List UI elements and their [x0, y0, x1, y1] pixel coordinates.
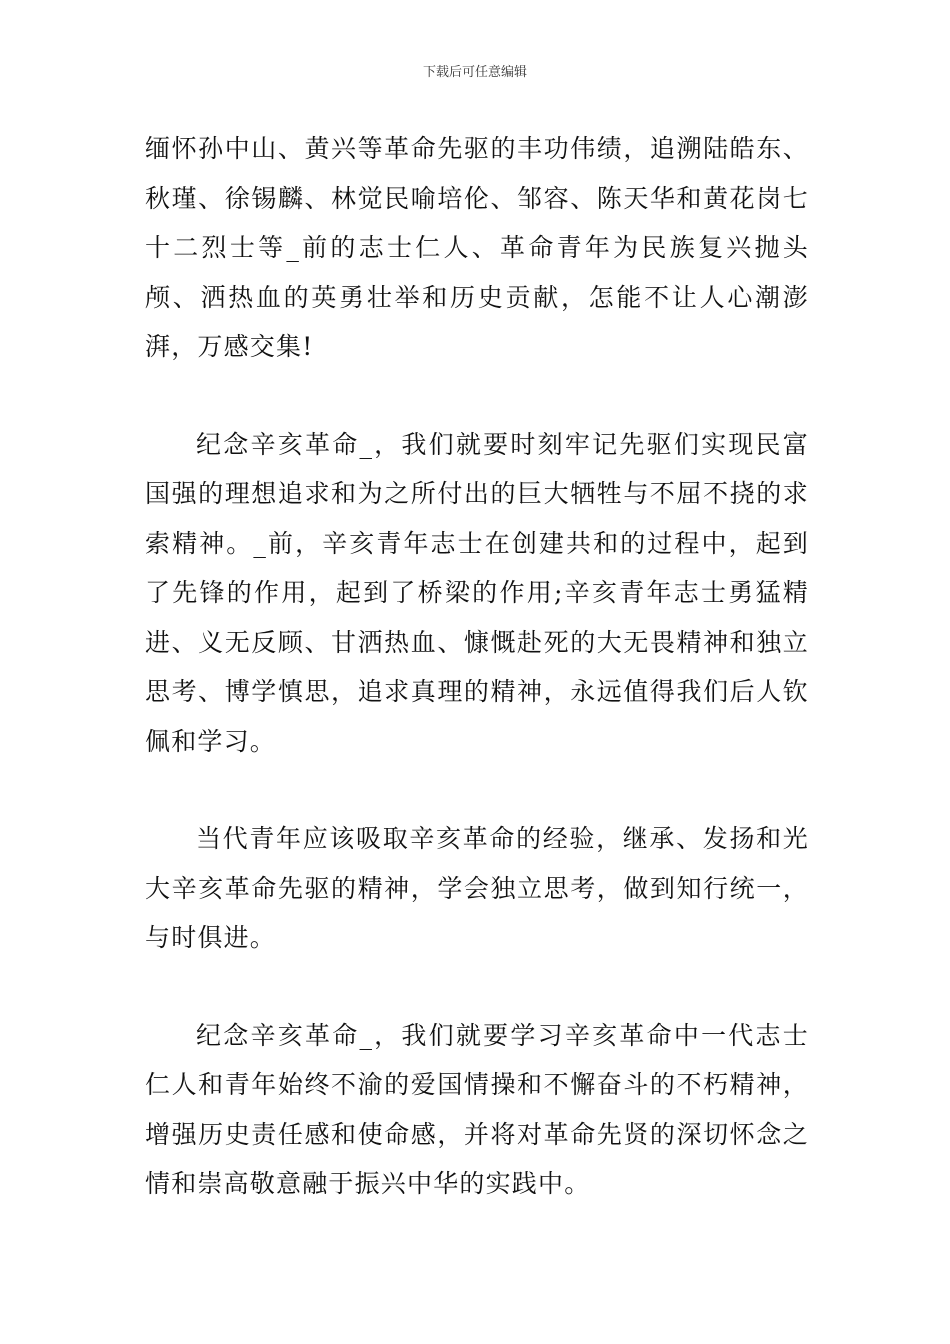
paragraph-2: 纪念辛亥革命_，我们就要时刻牢记先驱们实现民富国强的理想追求和为之所付出的巨大牺牲与不屈不挠的求索精神。_前，辛亥青年志士在创建共和的过程中，起到了先锋的作用，起到了桥梁的作用;辛亥青年志士勇猛精进、义无反顾、甘洒热血、慷慨赴死的大无畏精神和独立思考、博学慎思，追求真理的精神，永远值得我们后人钦佩和学习。	[145, 429, 809, 756]
document-body	[145, 124, 809, 1209]
page-header-note: 下载后可任意编辑	[422, 65, 527, 80]
paragraph-4: 纪念辛亥革命_，我们就要学习辛亥革命中一代志士仁人和青年始终不渝的爱国情操和不懈奋斗的不朽精神，增强历史责任感和使命感，并将对革命先贤的深切怀念之情和崇高敬意融于振兴中华的实践中。	[145, 1020, 809, 1198]
paragraph-3: 当代青年应该吸取辛亥革命的经验，继承、发扬和光大辛亥革命先驱的精神，学会独立思考，做到知行统一，与时俱进。	[145, 824, 809, 952]
paragraph-1: 缅怀孙中山、黄兴等革命先驱的丰功伟绩，追溯陆皓东、秋瑾、徐锡麟、林觉民喻培伦、邹容、陈天华和黄花岗七十二烈士等_前的志士仁人、革命青年为民族复兴抛头颅、洒热血的英勇壮举和历史贡献，怎能不让人心潮澎湃，万感交集!	[145, 134, 809, 361]
